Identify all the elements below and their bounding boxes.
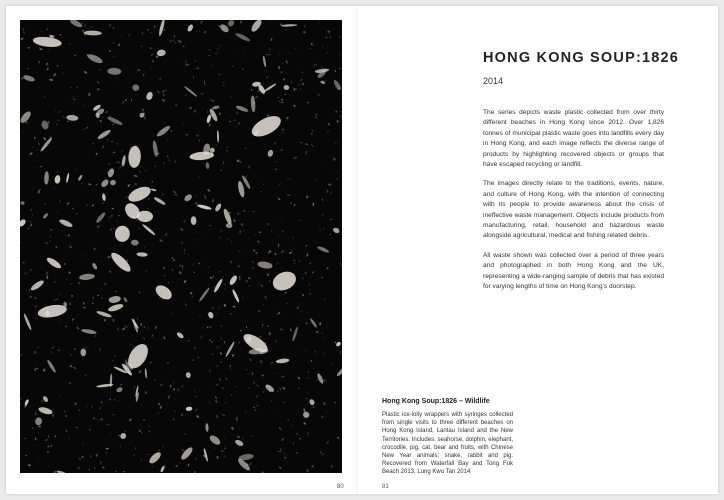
paragraph: The series depicts waste plastic collected from over thirty different beaches in Hong Kong since 2012. Over 1,826 tonnes of municipal plastic waste goes into landfills every day in Hong Kong, and each image reflects the diverse range of products by highlighting recovered objects or groups that have escaped recycling or landfill.	[483, 109, 664, 169]
page-title: HONG KONG SOUP:1826	[483, 50, 680, 66]
caption-title: Hong Kong Soup:1826 – Wildlife	[382, 398, 490, 405]
year: 2014	[483, 76, 504, 86]
paragraph: All waste shown was collected over a period of three years and photographed in both Hong Kong and the UK, representing a wide-ranging sample of debris that has existed for varying lengths of time on Hong Kong’s doorstep.	[483, 251, 664, 291]
wildlife-photograph	[20, 20, 342, 473]
page-number-right: 81	[382, 484, 389, 490]
page-number-left: 80	[337, 484, 344, 490]
caption-text: Plastic ice-lolly wrappers with syringes collected from single visits to three different beaches on Hong Kong Island, Lantau Island and the New Territories. Includes: seahorse, dolphin, elephant, crocodile, pig, cat, bear and fruits, with Chinese New Year animals; snake, rabbit and pig. Recovered from Waterfall Bay and Tong Fuk Beach 2013, Lung Kwu Tan 2014	[382, 412, 513, 476]
body-text	[483, 108, 664, 302]
paragraph: The images directly relate to the traditions, events, nature, and culture of Hong Kong, with the intention of connecting with its people to provide awareness about the crisis of ineffective waste management. Objects include products from manufacturing, retail, household and hazardous waste alongside agricultural, medical and fishing related debris.	[483, 180, 664, 240]
page-gutter	[356, 6, 357, 494]
debris-image	[20, 20, 342, 473]
